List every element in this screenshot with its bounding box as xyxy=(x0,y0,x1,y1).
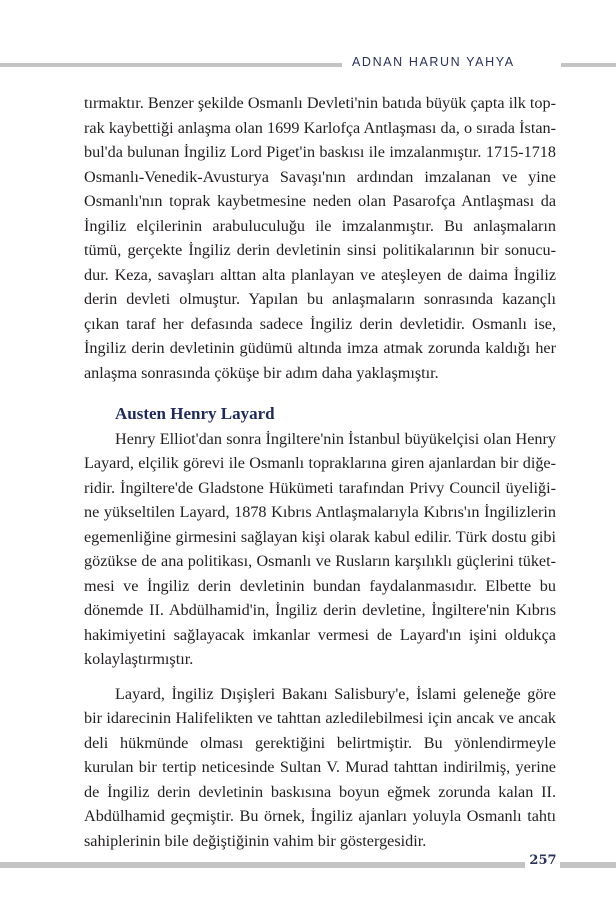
running-title: ADNAN HARUN YAHYA xyxy=(352,55,515,69)
body-paragraph: Layard, İngiliz Dışişleri Bakanı Salisbury'e, İslami geleneğe göre bir idarecinin Halifelikten ve tahttan azledilebilmesi için ancak ve ancak deli hükmünde olması gerektiğini belirtmiştir. Bu yönlendirmeyle kurulan bir tertip neticesinde Sultan V. Murad tahttan indirilmiş, yerine de İngiliz derin devletinin baskısına boyun eğmek zorunda kalan II. Abdülhamid geçmiştir. Bu örnek, İngiliz ajanları yoluyla Osmanlı tahtı sahiplerinin bile değiştiğinin vahim bir göstergesidir. xyxy=(84,684,556,850)
footer-rule-right xyxy=(560,862,616,868)
section-heading: Austen Henry Layard xyxy=(115,404,275,423)
body-paragraph: Henry Elliot'dan sonra İngiltere'nin İstanbul büyükelçisi olan Henry Layard, elçilik görevi ile Osmanlı topraklarına giren ajanlardan bir diğeridir. İngiltere'de Gladstone Hükümeti tarafından Privy Council üyeliğine yükseltilen Layard, 1878 Kıbrıs Antlaşmalarıyla Kıbrıs'ın İngilizlerin egemenliğine girmesini sağlayan kişi olarak kabul edilir. Türk dostu gibi gözükse de ana politikası, Osmanlı ve Rusların karşılıklı güçlerini tüketmesi ve İngiliz derin devletinin bundan faydalanmasıdır. Elbette bu dönemde II. Abdülhamid'in, İngiliz derin devletine, İngiltere'nin Kıbrıs hakimiyetini sağlayacak imkanlar vermesi de Layard'ın işini oldukça kolaylaştırmıştır. xyxy=(84,429,556,668)
page-body xyxy=(84,91,556,853)
header-rule-left xyxy=(0,63,342,67)
page-number: 257 xyxy=(529,853,557,868)
body-paragraph: tırmaktır. Benzer şekilde Osmanlı Devleti'nin batıda büyük çapta ilk toprak kaybettiği anlaşma olan 1699 Karlofça Antlaşması da, o sırada İstanbul'da bulunan İngiliz Lord Piget'in baskısı ile imzalanmıştır. 1715-1718 Osmanlı-Venedik-Avusturya Savaşı'nın ardından imzalanan ve yine Osmanlı'nın toprak kaybetmesine neden olan Pasarofça Antlaşması da İngiliz elçilerinin arabuluculuğu ile imzalanmıştır. Bu anlaşmaların tümü, gerçekte İngiliz derin devletinin sinsi politikalarının bir sonucudur. Keza, savaşları alttan alta planlayan ve ateşleyen de daima İngiliz derin devleti olmuştur. Yapılan bu anlaşmaların sonrasında kazançlı çıkan taraf her defasında sadece İngiliz derin devletidir. Osmanlı ise, İngiliz derin devletinin güdümü altında imza atmak zorunda kaldığı her anlaşma sonrasında çöküşe bir adım daha yaklaşmıştır. xyxy=(84,94,556,382)
header-rule-right xyxy=(561,63,616,67)
footer-rule-left xyxy=(0,862,525,868)
